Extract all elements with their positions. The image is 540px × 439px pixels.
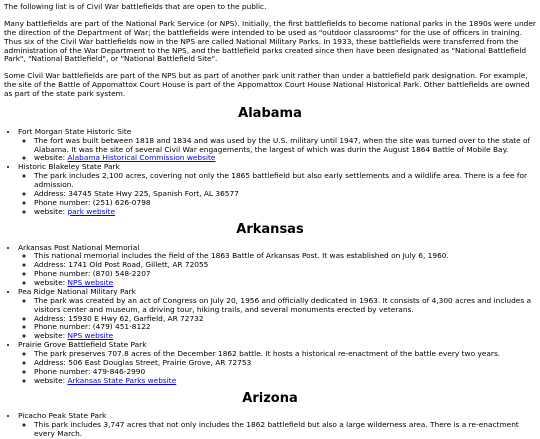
intro-text: The following list is of Civil War battlefields that are open to the public. bbox=[4, 2, 267, 11]
list-item bbox=[18, 341, 536, 385]
alabama-site-list bbox=[4, 128, 536, 217]
site-details bbox=[18, 297, 536, 341]
site-description: ◦ The park was created by an act of Congress on July 20, 1956 and officially dedicated in 1963. It consists of 4,300 acres and includes a visitors center and museum, a driving tour, hiking trails, and several monuments erected by veterans. bbox=[34, 297, 536, 315]
site-phone: ◦ Phone number: (251) 626-0798 bbox=[34, 199, 536, 208]
arkansas-site-list bbox=[4, 244, 536, 386]
website-link[interactable]: Arkansas State Parks website bbox=[67, 375, 177, 385]
site-name: Historic Blakeley State Park bbox=[18, 162, 120, 172]
state-heading-alabama: Alabama bbox=[238, 105, 302, 121]
list-item bbox=[18, 288, 536, 341]
website-link[interactable]: Alabama Historical Commission website bbox=[67, 153, 216, 163]
site-website: ◦ website: NPS website bbox=[34, 279, 536, 288]
website-link[interactable]: park website bbox=[67, 206, 116, 216]
list-item bbox=[18, 412, 536, 439]
site-description: ◦ The park includes 2,100 acres, covering not only the 1865 battlefield but also early settlements and a wildlife area. There is a fee for admission. bbox=[34, 172, 536, 190]
state-heading-arizona: Arizona bbox=[242, 390, 298, 406]
site-phone: ◦ Phone number: (479) 451-8122 bbox=[34, 323, 536, 332]
site-name: Pea Ridge National Military Park bbox=[18, 286, 136, 296]
site-website: ◦ website: park website bbox=[34, 208, 536, 217]
site-website: ◦ website: Arkansas State Parks website bbox=[34, 377, 536, 386]
site-website: ◦ website: NPS website bbox=[34, 332, 536, 341]
nps-paragraph: Many battlefields are part of the National Park Service (or NPS). Initially, the first battlefields to become national parks in the 1890s were under the direction of the Department of War; the battlefields were intended to be used as "outdoor classrooms" for the use of officers in training. Thus six of the Civil War battlefields now in the NPS are called National Military Parks. In 1933, these battlefields were transferred from the administration of the War Department to the NPS, and the battlefield parks created since then have been designated as "National Battlefield Park", "National Battlefield", or "National Battlefield Site". bbox=[4, 18, 536, 64]
site-address: ◦ Address: 1741 Old Post Road, Gillett, AR 72055 bbox=[34, 261, 536, 270]
site-details bbox=[18, 350, 536, 386]
site-description: ◦ The park preserves 707.8 acres of the December 1862 battle. It hosts a historical re-enactment of the battle every two years. bbox=[34, 350, 536, 359]
site-details bbox=[18, 137, 536, 164]
site-description: ◦ This national memorial includes the field of the 1863 Battle of Arkansas Post. It was established on July 6, 1960. bbox=[34, 252, 536, 261]
site-address: ◦ Address: 15930 E Hwy 62, Garfield, AR 72732 bbox=[34, 315, 536, 324]
list-item bbox=[18, 244, 536, 288]
site-details bbox=[18, 252, 536, 288]
site-name: Picacho Peak State Park bbox=[18, 411, 107, 421]
site-phone: ◦ Phone number: 479-846-2990 bbox=[34, 368, 536, 377]
site-website: ◦ website: Alabama Historical Commission website bbox=[34, 154, 536, 163]
state-park-paragraph: Some Civil War battlefields are part of the NPS but as part of another park unit rather than under a battlefield park designation. For example, the site of the Battle of Appomattox Court House is part of the Appomattox Court House National Historical Park. Other battlefields are owned as part of the state park system. bbox=[4, 71, 530, 98]
arizona-site-list bbox=[4, 412, 536, 439]
website-link[interactable]: NPS website bbox=[67, 278, 114, 287]
site-address: ◦ Address: 506 East Douglas Street, Prairie Grove, AR 72753 bbox=[34, 359, 536, 368]
list-item bbox=[18, 163, 536, 216]
site-details bbox=[18, 172, 536, 216]
site-name: Prairie Grove Battlefield State Park bbox=[18, 340, 147, 350]
list-item bbox=[18, 128, 536, 164]
site-details bbox=[18, 421, 536, 439]
site-description: ◦ The fort was built between 1818 and 1834 and was used by the U.S. military until 1947, when the site was turned over to the state of Alabama. It was the site of several Civil War engagements, the largest of which was durin the August 1864 Battle of Mobile Bay. bbox=[34, 137, 536, 155]
site-name: Arkansas Post National Memorial bbox=[18, 242, 140, 252]
state-heading-arkansas: Arkansas bbox=[236, 221, 304, 237]
site-address: ◦ Address: 34745 State Hwy 225, Spanish Fort, AL 36577 bbox=[34, 190, 536, 199]
site-description: ◦ This park includes 3,747 acres that not only includes the 1862 battlefield but also a large wilderness area. There is a re-enactment every March. bbox=[34, 421, 536, 439]
site-name: Fort Morgan State Historic Site bbox=[18, 126, 132, 136]
website-link[interactable]: NPS website bbox=[67, 331, 114, 341]
site-phone: ◦ Phone number: (870) 548-2207 bbox=[34, 270, 536, 279]
